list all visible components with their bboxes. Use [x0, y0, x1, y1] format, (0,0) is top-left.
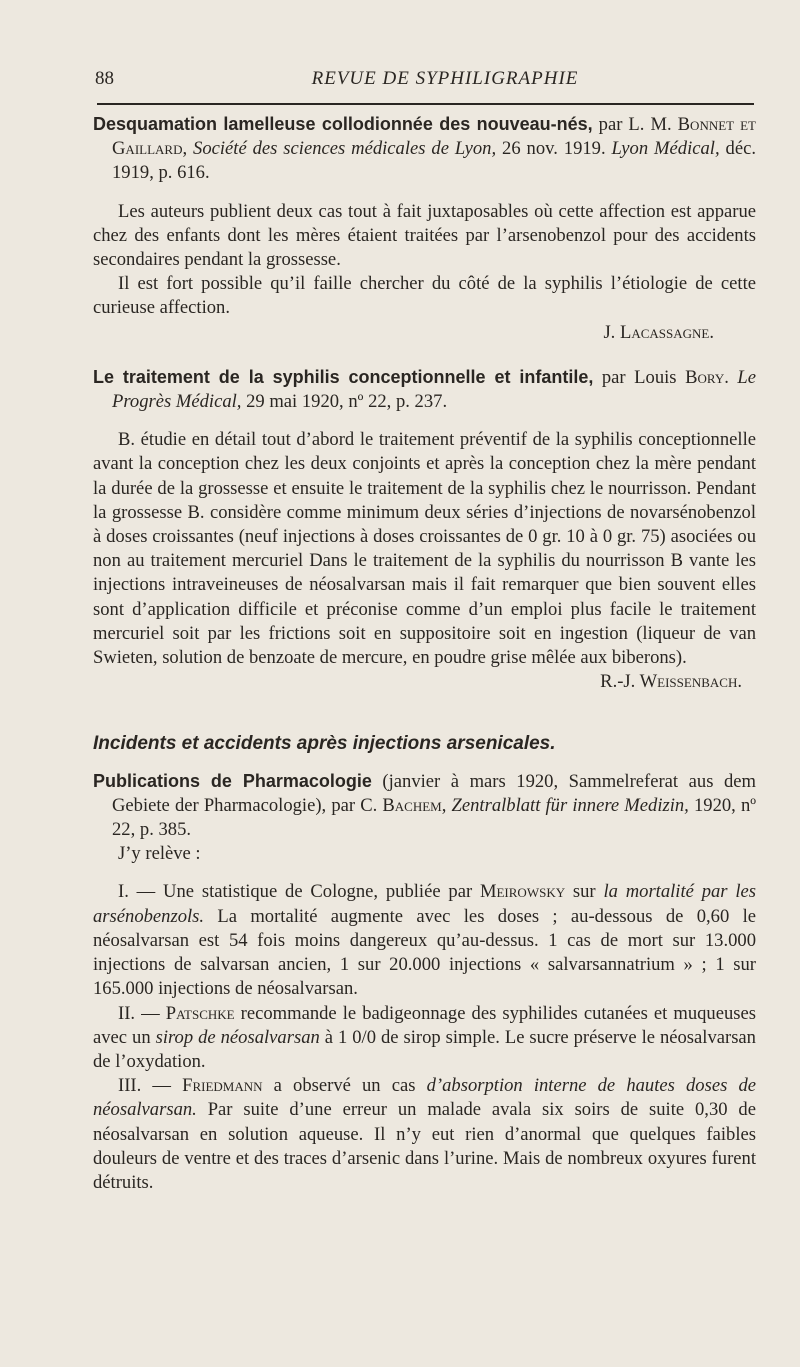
article-1-paragraph: Les auteurs publient deux cas tout à fait juxtaposables où cette affection est apparue chez des enfants dont les mères étaient traitées par l’arsenobenzol pour des accidents secondaires pendant la grossesse. [93, 200, 756, 271]
article-1-source-2: Lyon Médical, [611, 138, 720, 160]
article-3-journal: Zentralblatt für innere Medizin, [451, 794, 689, 816]
running-title: REVUE DE SYPHILIGRAPHIE [311, 68, 579, 89]
page-number: 88 [95, 68, 114, 89]
article-1-signature: J. Lacassagne. [603, 321, 714, 343]
article-3-title: Publications de Pharmacologie [93, 770, 372, 791]
section-title: Incidents et accidents après injections arsenicales. [93, 733, 556, 755]
article-1-paragraph: Il est fort possible qu’il faille chercher du côté de la syphilis l’étiologie de cette curieuse affection. [93, 273, 756, 319]
article-1-source: Société des sciences médicales de Lyon, [193, 138, 497, 160]
page-header [95, 68, 755, 98]
article-1-title: Desquamation lamelleuse collodionnée des nouveau-nés, [93, 114, 593, 134]
article-2-author: Bory. [685, 366, 729, 388]
article-3-heading: Publications de Pharmacologie (janvier à mars 1920, Sammelreferat aus dem Gebiete der Pharmacologie), par C. Bachem, Zentralblatt für innere Medizin, 1920, nº 22, p. 385. [93, 770, 757, 841]
article-2-title: Le traitement de la syphilis conceptionnelle et infantile, [93, 366, 594, 387]
article-2-paragraph: B. étudie en détail tout d’abord le traitement préventif de la syphilis conceptionnelle avant la conception chez les deux conjoints et après la conception chez la mère pendant la durée de la grossesse et ensuite le traitement de la syphilis chez le nourrisson. Pendant la grossesse B. considère comme minimum deux séries d’injections de novarsénobenzol à doses croissantes (neuf injections à doses croissantes de 0 gr. 10 à 0 gr. 75) asociées ou non au traitement mercuriel Dans le traitement de la syphilis du nourrisson B vante les injections intraveineuses de néosalvarsan mais il fait remarquer que bien souvent elles sont d’application difficile et préconise comme d’un emploi plus facile le traitement mercuriel soit par les frictions soit en suppositoire soit en ingestion (liqueur de van Swieten, solution de benzoate de mercure, en poudre grise mêlée aux biberons). [93, 429, 756, 669]
article-1-heading: Desquamation lamelleuse collodionnée des nouveau-nés, par L. M. Bonnet et Gaillard, Société des sciences médicales de Lyon, 26 nov. 1919. Lyon Médical, déc. 1919, p. 616. [93, 114, 756, 184]
article-3-item-2: II. — Patschke recommande le badigeonnage des syphilides cutanées et muqueuses avec un sirop de néosalvarsan à 1 0/0 de sirop simple. Le sucre préserve le néosalvarsan de l’oxydation. [93, 1002, 756, 1072]
article-2-signature: R.-J. Weissenbach. [600, 671, 742, 693]
article-3-item-3: III. — Friedmann a observé un cas d’absorption interne de hautes doses de néosalvarsan. Par suite d’une erreur un malade avala six soirs de suite 0,30 de néosalvarsan en solution aqueuse. Il n’y eut rien d’anormal que quelques faibles douleurs de ventre et des traces d’arsenic dans l’urine. Mais de nombreux oxyures furent détruits. [93, 1075, 757, 1193]
article-3-intro: J’y relève : [118, 843, 201, 865]
page-body [93, 112, 756, 1195]
header-rule [97, 103, 754, 105]
article-2-source: Le Progrès Médical, [112, 366, 756, 413]
article-1-authors: L. M. Bonnet et Gaillard, [112, 114, 756, 160]
article-3-item-1: I. — Une statistique de Cologne, publiée par Meirowsky sur la mortalité par les arsénobenzols. La mortalité augmente avec les doses ; au-dessous de 0,60 le néosalvarsan est 54 fois moins dangereux qu’au-dessus. 1 cas de mort sur 13.000 injections de salvarsan ancien, 1 sur 20.000 injections « salvarsannatrium » ; 1 sur 165.000 injections de néosalvarsan. [93, 881, 756, 1000]
article-3-author: Bachem, [382, 794, 447, 816]
article-2-heading: Le traitement de la syphilis conceptionnelle et infantile, par Louis Bory. Le Progrès Médical, 29 mai 1920, nº 22, p. 237. [93, 366, 756, 413]
